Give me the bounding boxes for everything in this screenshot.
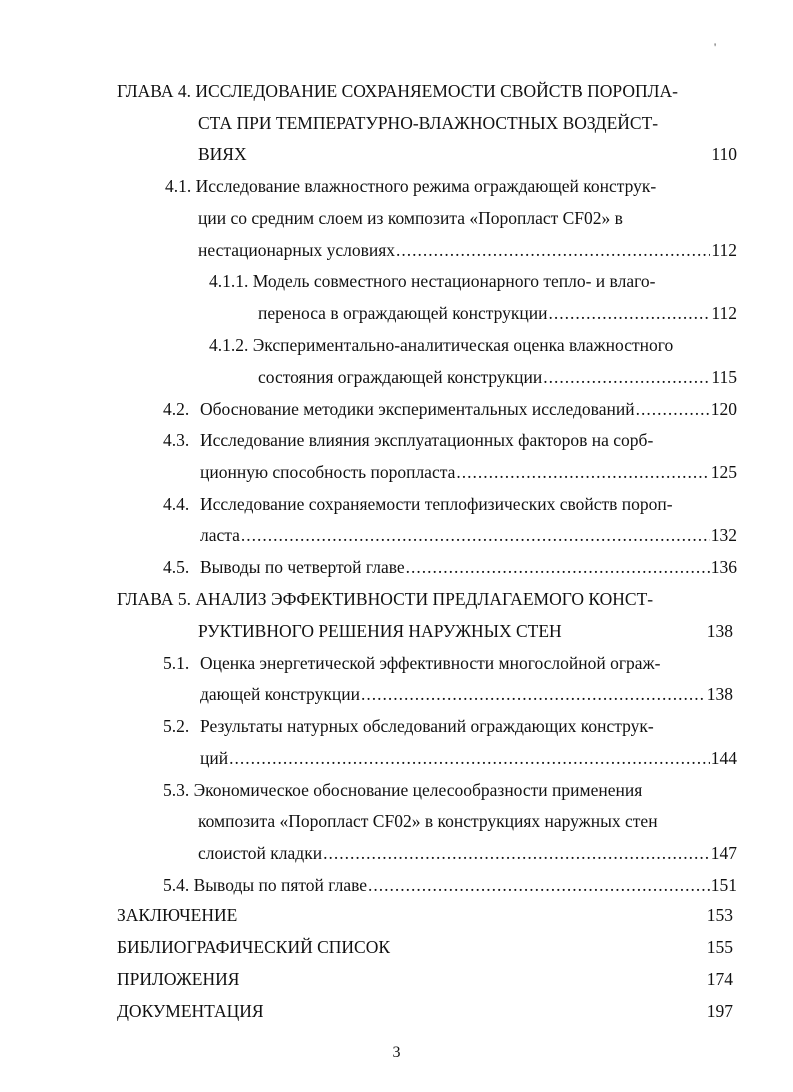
toc-ch4-page: 110 [711, 144, 737, 164]
toc-s4-1-2-page: 115 [711, 367, 737, 387]
leader-dots [543, 366, 710, 388]
toc-s4-5-num: 4.5. [163, 557, 190, 577]
toc-s4-4-line2: ласта [200, 525, 240, 545]
toc-s4-2-num: 4.2. [163, 399, 190, 419]
toc-ch4-line3: ВИЯХ [198, 144, 247, 164]
toc-s4-5-line1: Выводы по четвертой главе [200, 557, 405, 577]
leader-dots [636, 398, 710, 420]
toc-s5-2-entry [200, 747, 737, 769]
toc-s5-1-line1: Оценка энергетической эффективности многослойной ограж- [200, 653, 661, 673]
toc-s5-2-page: 144 [710, 748, 737, 768]
toc-s4-4-entry [200, 524, 737, 546]
toc-s5-3-entry [198, 842, 737, 864]
leader-dots [241, 524, 710, 546]
leader-dots [368, 874, 710, 896]
leader-dots [456, 461, 709, 483]
toc-ch4-line2: СТА ПРИ ТЕМПЕРАТУРНО-ВЛАЖНОСТНЫХ ВОЗДЕЙСТ- [198, 113, 659, 133]
toc-s5-3-page: 147 [710, 843, 737, 863]
toc-s5-3-line2: композита «Поропласт CF02» в конструкциях наружных стен [198, 811, 658, 831]
toc-docs-title: ДОКУМЕНТАЦИЯ [117, 1001, 264, 1021]
leader-dots [323, 842, 710, 864]
toc-s5-1-num: 5.1. [163, 653, 190, 673]
toc-ch5-page: 138 [706, 621, 733, 641]
toc-s4-3-num: 4.3. [163, 430, 190, 450]
page-number: 3 [392, 1044, 401, 1061]
toc-s5-1-line2: дающей конструкции [200, 684, 360, 704]
scan-mark: ' [714, 40, 717, 54]
toc-appendix-title: ПРИЛОЖЕНИЯ [117, 969, 240, 989]
toc-s4-2-entry [200, 398, 737, 420]
toc-s5-4-line1: 5.4. Выводы по пятой главе [163, 875, 368, 895]
toc-ch4-line1: ГЛАВА 4. ИССЛЕДОВАНИЕ СОХРАНЯЕМОСТИ СВОЙСТВ ПОРОПЛА- [117, 81, 678, 101]
toc-s4-1-page: 112 [711, 240, 737, 260]
leader-dots [396, 239, 710, 261]
toc-s5-1-page: 138 [706, 684, 733, 704]
toc-s5-4-page: 151 [710, 875, 737, 895]
toc-biblio-page: 155 [706, 937, 733, 957]
toc-s4-4-num: 4.4. [163, 494, 190, 514]
leader-dots [548, 302, 710, 324]
toc-ch5-line1: ГЛАВА 5. АНАЛИЗ ЭФФЕКТИВНОСТИ ПРЕДЛАГАЕМОГО КОНСТ- [117, 589, 654, 609]
toc-s4-1-line2: ции со средним слоем из композита «Поропласт CF02» в [198, 208, 623, 228]
toc-biblio-title: БИБЛИОГРАФИЧЕСКИЙ СПИСОК [117, 937, 391, 957]
toc-s4-1-2-entry [258, 366, 737, 388]
toc-s4-1-entry [198, 239, 737, 261]
toc-s5-1-entry [200, 683, 733, 705]
toc-s4-5-page: 136 [710, 557, 737, 577]
toc-s4-4-line1: Исследование сохраняемости теплофизических свойств пороп- [200, 494, 673, 514]
toc-s4-2-page: 120 [710, 399, 737, 419]
leader-dots [361, 683, 706, 705]
toc-s4-1-line3: нестационарных условиях [198, 240, 396, 260]
toc-s5-2-line1: Результаты натурных обследований ограждающих конструк- [200, 716, 654, 736]
toc-ch5-line2: РУКТИВНОГО РЕШЕНИЯ НАРУЖНЫХ СТЕН [198, 621, 562, 641]
toc-conclusion-title: ЗАКЛЮЧЕНИЕ [117, 905, 238, 925]
toc-s5-3-line1: 5.3. Экономическое обоснование целесообразности применения [163, 780, 643, 800]
toc-s4-1-1-entry [258, 302, 737, 324]
toc-s5-2-num: 5.2. [163, 716, 190, 736]
toc-appendix-page: 174 [706, 969, 733, 989]
toc-s4-1-2-line2: состояния ограждающей конструкции [258, 367, 543, 387]
toc-s4-1-1-line2: переноса в ограждающей конструкции [258, 303, 548, 323]
leader-dots [406, 556, 710, 578]
toc-s5-3-line3: слоистой кладки [198, 843, 323, 863]
toc-s4-3-line2: ционную способность поропласта [200, 462, 456, 482]
toc-s4-1-2-line1: 4.1.2. Экспериментально-аналитическая оценка влажностного [209, 335, 674, 355]
toc-s4-1-1-line1: 4.1.1. Модель совместного нестационарного тепло- и влаго- [209, 271, 656, 291]
toc-s5-4-entry [163, 874, 737, 896]
toc-s4-5-entry [200, 556, 737, 578]
toc-s4-3-line1: Исследование влияния эксплуатационных факторов на сорб- [200, 430, 654, 450]
toc-s4-4-page: 132 [710, 525, 737, 545]
toc-s4-1-line1: 4.1. Исследование влажностного режима ограждающей конструк- [165, 176, 657, 196]
toc-s4-3-page: 125 [710, 462, 737, 482]
toc-s4-2-line1: Обоснование методики экспериментальных исследований [200, 399, 635, 419]
toc-s4-1-1-page: 112 [711, 303, 737, 323]
toc-s4-3-entry [200, 461, 737, 483]
toc-conclusion-page: 153 [706, 905, 733, 925]
toc-docs-page: 197 [706, 1001, 733, 1021]
toc-s5-2-line2: ций [200, 748, 229, 768]
leader-dots [229, 747, 710, 769]
